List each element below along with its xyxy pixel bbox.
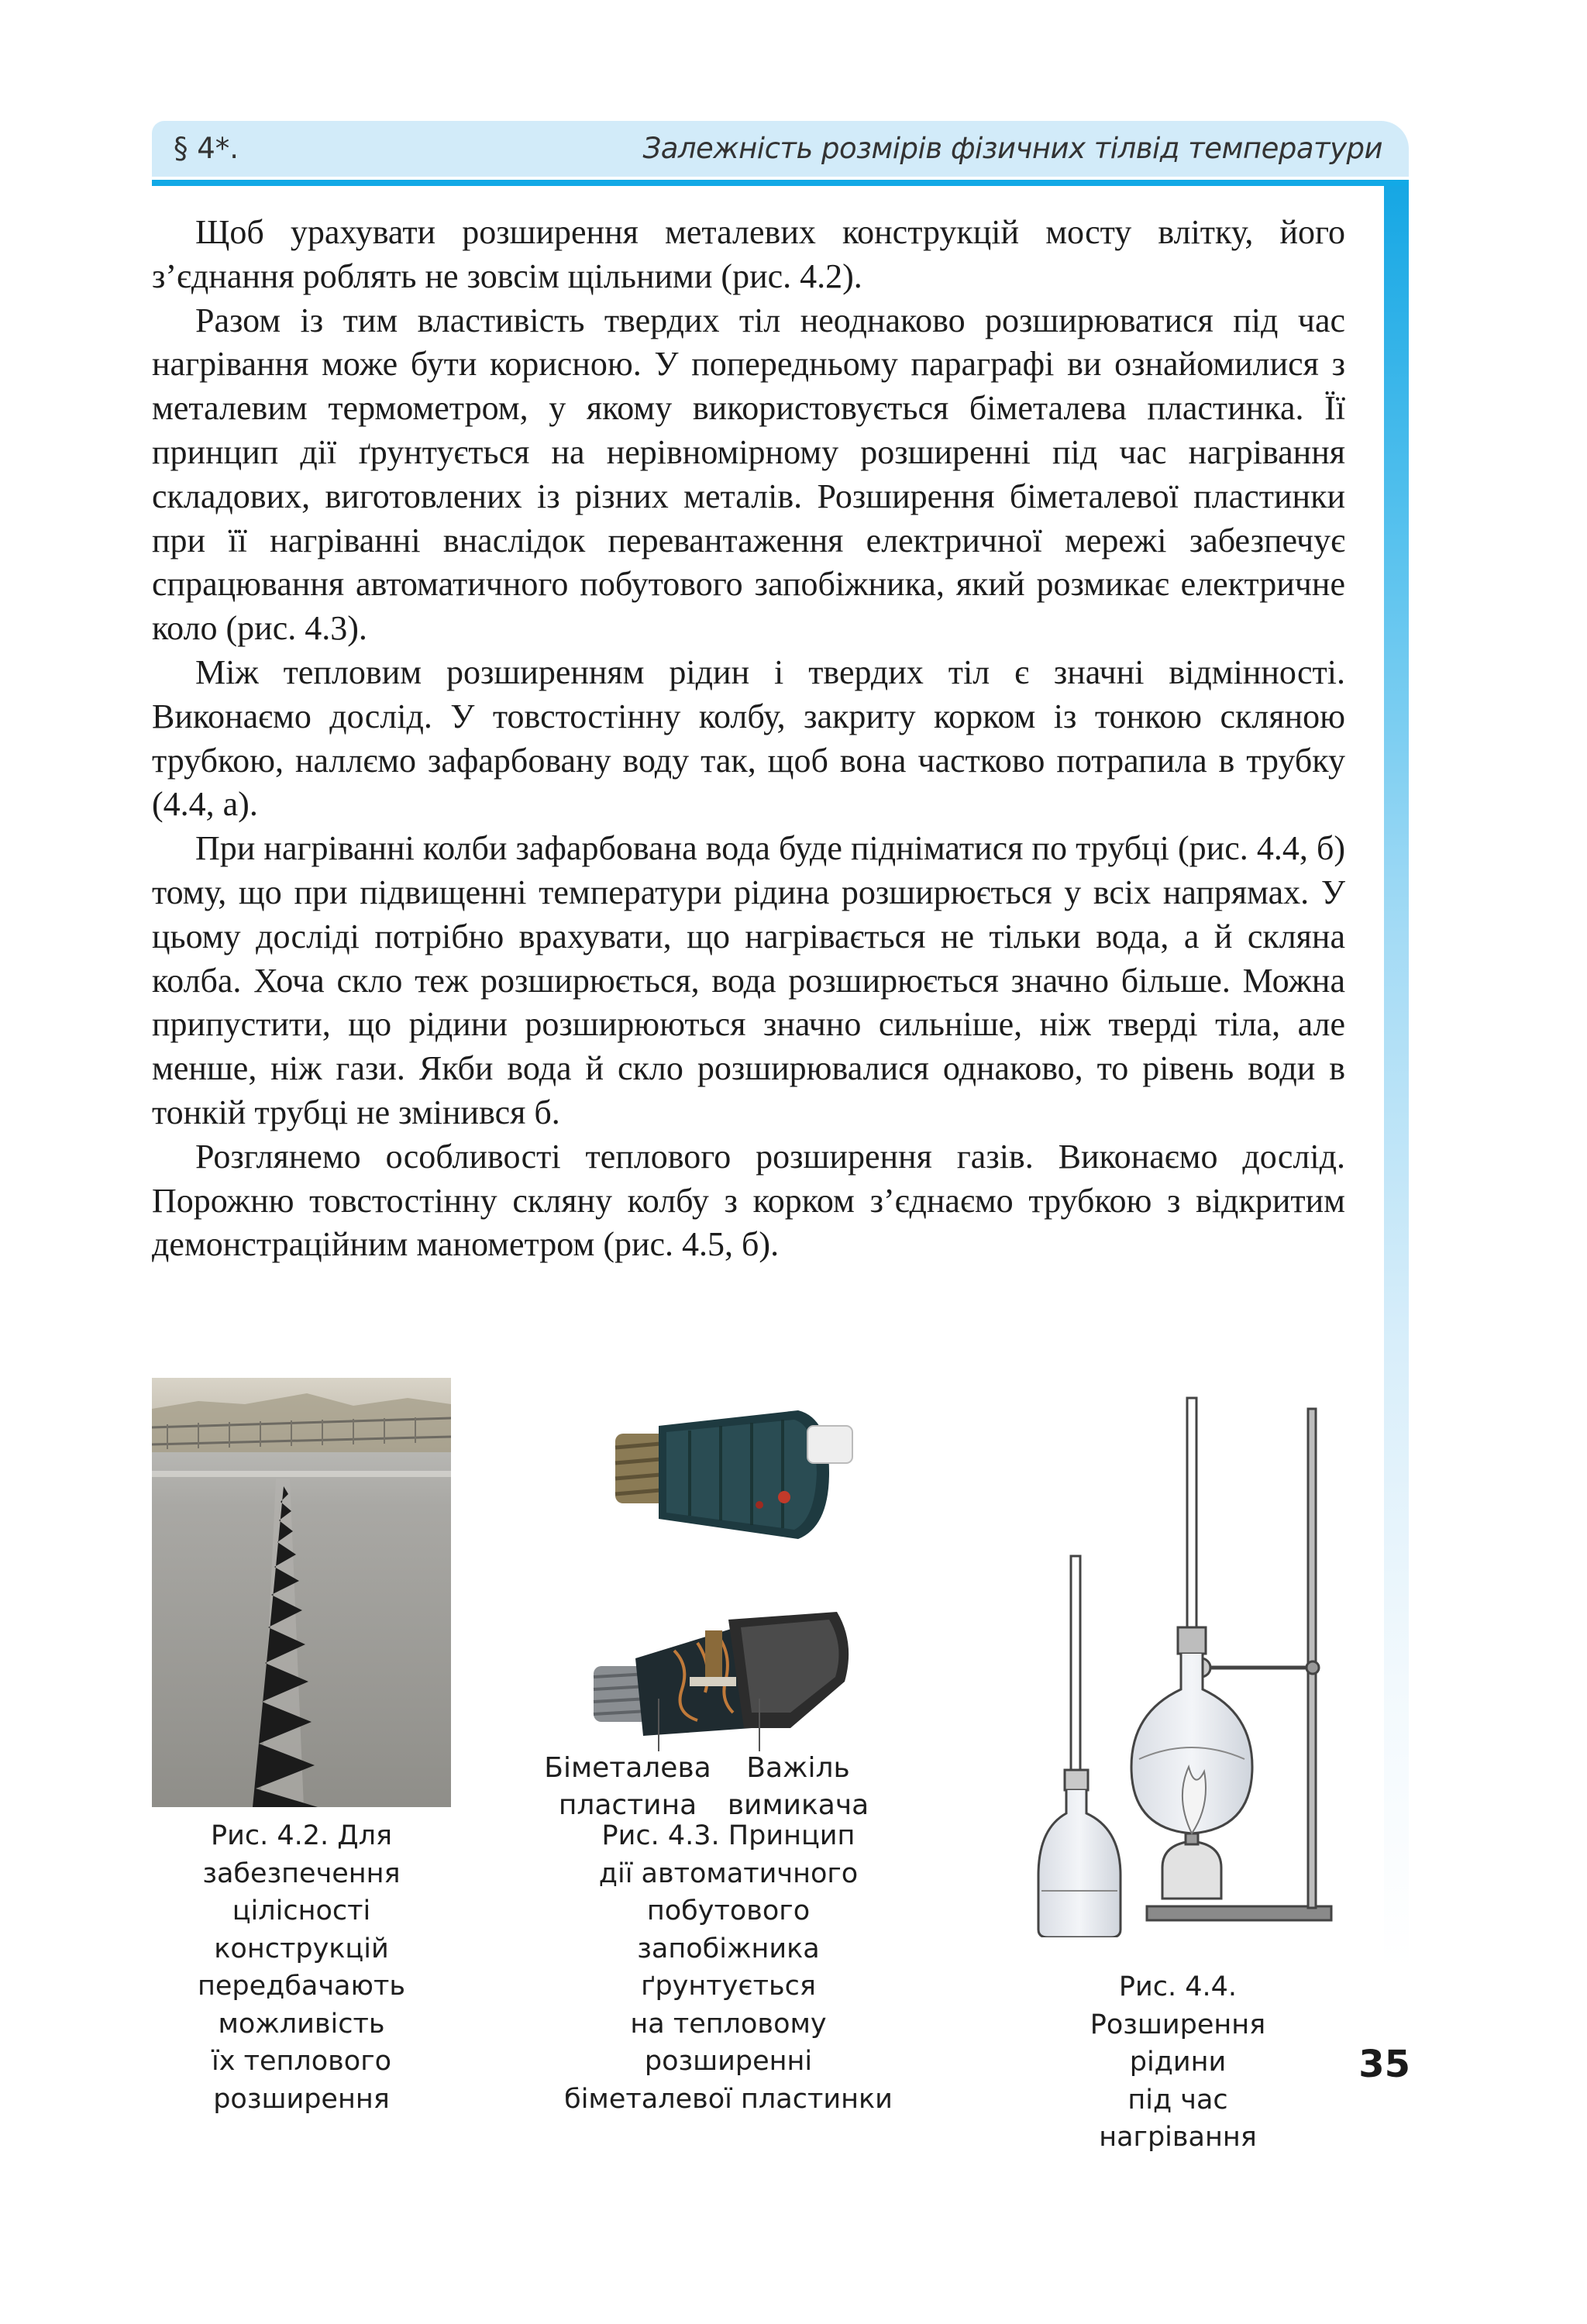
running-header bbox=[152, 121, 1409, 177]
paragraph: При нагріванні колби зафарбована вода буде підніматися по трубці (рис. 4.4, б) тому, що при підвищенні температури рідина розширюється у всіх напрямах. У цьому досліді потрібно врахувати, що нагрівається не тільки вода, а й скляна колба. Хоча скло теж розширюється, вода розширюється значно більше. Можна припустити, що рідини розширюються значно сильніше, ніж тверді тіла, але менше, ніж гази. Якби вода й скло розширювалися однаково, то рівень води в тонкій трубці не змінився б. bbox=[152, 829, 1345, 1131]
caption-line: на тепловому bbox=[630, 2008, 827, 2040]
caption-line: дії автоматичного bbox=[598, 1857, 859, 1889]
caption-line: передбачають bbox=[197, 1971, 405, 2002]
caption-line: Розширення bbox=[1090, 2009, 1266, 2040]
caption-line: розширення bbox=[213, 2083, 390, 2115]
body-text bbox=[152, 211, 1345, 1267]
label-line: Біметалева bbox=[544, 1752, 711, 1784]
figure-caption-4-2 bbox=[152, 1817, 451, 2118]
paragraph: Розглянемо особливості теплового розширення газів. Виконаємо дослід. Порожню товстостінну скляну колбу з корком з’єднаємо трубкою з відкритим демонстраційним манометром (рис. 4.5, б). bbox=[152, 1137, 1345, 1264]
caption-line: їх теплового bbox=[212, 2046, 391, 2077]
running-title: Залежність розмірів фізичних тілвід температури bbox=[642, 132, 1382, 165]
figure-caption-4-3 bbox=[535, 1817, 922, 2118]
caption-line: біметалевої пластинки bbox=[564, 2083, 893, 2115]
paragraph: Між тепловим розширенням рідин і твердих тіл є значні відмінності. Виконаємо дослід. У товстостінну колбу, закриту корком із тонкою скляною трубкою, наллємо зафарбовану воду так, щоб вона частково потрапила в трубку (4.4, а). bbox=[152, 652, 1345, 824]
label-line: вимикача bbox=[727, 1789, 869, 1821]
label-line: пластина bbox=[558, 1789, 697, 1821]
caption-line: Рис. 4.4. bbox=[1118, 1971, 1238, 2002]
caption-line: Рис. 4.3. Принцип bbox=[601, 1820, 855, 1851]
paragraph: Разом із тим властивість твердих тіл неоднаково розширюватися під час нагрівання може бути корисною. У попередньому параграфі ви ознайомилися з металевим термометром, у якому використовується біметалева пластинка. Її принцип дії ґрунтується на нерівномірному розширенні під час нагрівання складових, виготовлених із різних металів. Розширення біметалевої пластинки при її нагріванні внаслідок перевантаження електричної мережі забезпечує спрацювання автоматичного побутового запобіжника, який розмикає електричне коло (рис. 4.3). bbox=[152, 301, 1345, 648]
page-number: 35 bbox=[1358, 2043, 1410, 2086]
liquid-expansion-drawing bbox=[1015, 1395, 1387, 1937]
caption-line: розширенні bbox=[644, 2046, 813, 2077]
label-line: Важіль bbox=[746, 1752, 850, 1784]
bridge-joint-photo bbox=[152, 1378, 451, 1807]
bimetal-plate-label bbox=[535, 1750, 721, 1824]
caption-line: під час bbox=[1127, 2084, 1228, 2116]
section-number: § 4*. bbox=[174, 132, 239, 165]
caption-line: запобіжника bbox=[637, 1933, 820, 1964]
caption-line: нагрівання bbox=[1099, 2122, 1257, 2153]
paragraph: Щоб урахувати розширення металевих конструкцій мосту влітку, його з’єднання роблять не зовсім щільними (рис. 4.2). bbox=[152, 213, 1345, 295]
caption-line: забезпечення bbox=[202, 1857, 401, 1889]
caption-line: побутового bbox=[646, 1895, 811, 1926]
side-color-bar bbox=[1384, 186, 1409, 1968]
caption-line: Рис. 4.2. Для bbox=[210, 1820, 393, 1851]
fuse-assembled-photo bbox=[604, 1387, 868, 1558]
caption-line: рідини bbox=[1129, 2047, 1227, 2078]
label-pointer-lines bbox=[604, 1697, 837, 1759]
switch-lever-label bbox=[721, 1750, 876, 1824]
caption-line: цілісності bbox=[232, 1895, 371, 1926]
header-rule bbox=[152, 180, 1409, 186]
caption-line: ґрунтується bbox=[641, 1971, 816, 2002]
figure-caption-4-4 bbox=[1038, 1968, 1317, 2157]
caption-line: конструкцій bbox=[214, 1933, 389, 1964]
caption-line: можливість bbox=[218, 2008, 385, 2040]
